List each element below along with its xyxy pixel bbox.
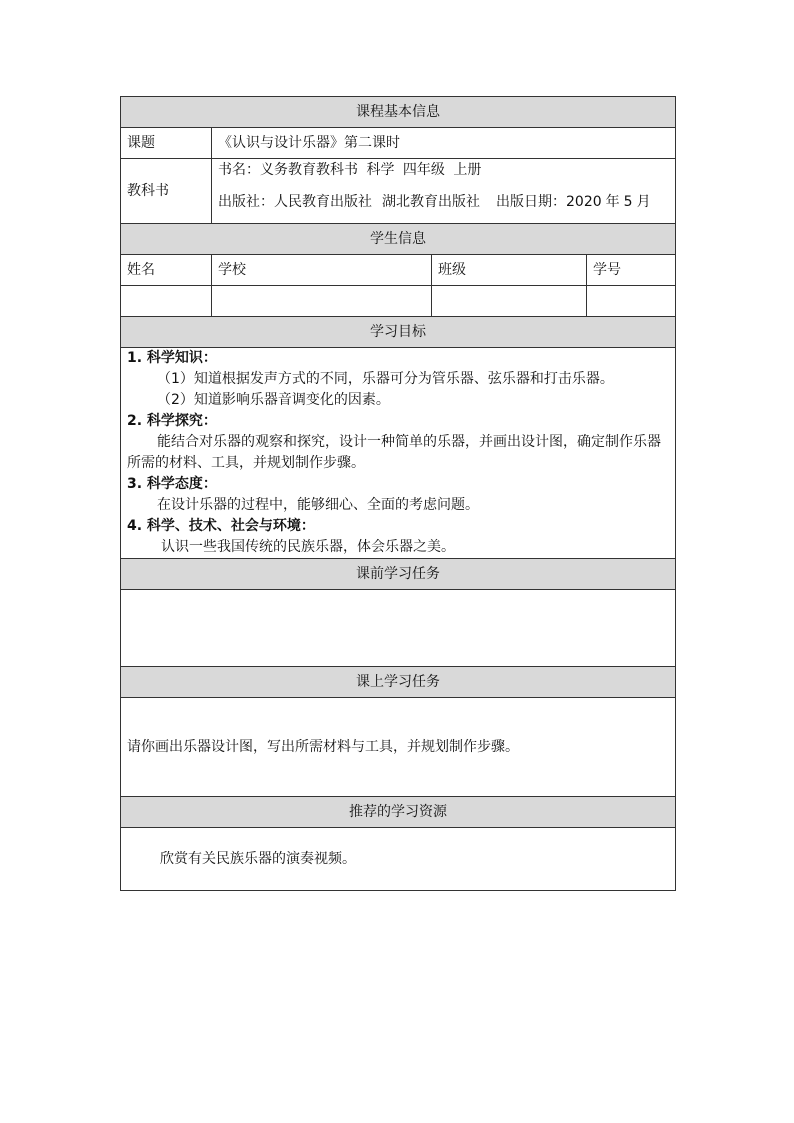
publish-year: 2020 [566, 194, 602, 210]
goal-3-title: 3. 科学态度： [127, 476, 217, 492]
publish-date-label: 出版日期： [496, 194, 566, 210]
lesson-info-table [120, 96, 676, 891]
section-pre-task: 课前学习任务 [121, 559, 676, 590]
goal-1-item-2: （2）知道影响乐器音调变化的因素。 [157, 392, 390, 408]
year-unit: 年 [605, 194, 620, 210]
goal-3-text: 在设计乐器的过程中，能够细心、全面的考虑问题。 [157, 497, 479, 513]
book-name-line [218, 159, 669, 191]
publisher-2: 湖北教育出版社 [382, 194, 480, 210]
book-volume: 上册 [453, 162, 482, 178]
publisher-line [218, 191, 669, 223]
publisher-label: 出版社： [218, 194, 274, 210]
resources-text: 欣赏有关民族乐器的演奏视频。 [160, 851, 356, 867]
section-basic-info: 课程基本信息 [121, 97, 676, 128]
goals-content [121, 348, 676, 559]
textbook-label: 教科书 [121, 159, 212, 224]
goal-4-text: 认识一些我国传统的民族乐器，体会乐器之美。 [161, 539, 455, 555]
resources-cell [121, 828, 676, 891]
student-school-label: 学校 [212, 255, 432, 286]
goal-4-title: 4. 科学、技术、社会与环境： [127, 518, 315, 534]
section-class-task: 课上学习任务 [121, 667, 676, 698]
book-name: 义务教育教科书 [260, 162, 358, 178]
student-id-field[interactable] [587, 286, 676, 317]
student-name-field[interactable] [121, 286, 212, 317]
student-school-field[interactable] [212, 286, 432, 317]
publisher-1: 人民教育出版社 [274, 194, 372, 210]
goal-2-text: 能结合对乐器的观察和探究，设计一种简单的乐器，并画出设计图，确定制作乐器所需的材料、工具，并规划制作步骤。 [127, 434, 661, 471]
publish-month: 5 [623, 194, 633, 210]
student-class-label: 班级 [432, 255, 587, 286]
student-id-label: 学号 [587, 255, 676, 286]
topic-value: 《认识与设计乐器》第二课时 [212, 128, 676, 159]
pre-task-area[interactable] [121, 590, 676, 667]
student-name-label: 姓名 [121, 255, 212, 286]
student-class-field[interactable] [432, 286, 587, 317]
book-name-label: 书名： [218, 162, 260, 178]
section-student-info: 学生信息 [121, 224, 676, 255]
section-goals: 学习目标 [121, 317, 676, 348]
goal-1-title: 1. 科学知识： [127, 350, 217, 366]
book-grade: 四年级 [402, 162, 445, 178]
topic-label: 课题 [121, 128, 212, 159]
month-unit: 月 [636, 194, 651, 210]
book-subject: 科学 [366, 162, 395, 178]
section-resources: 推荐的学习资源 [121, 797, 676, 828]
class-task-text: 请你画出乐器设计图，写出所需材料与工具，并规划制作步骤。 [121, 698, 676, 797]
goal-1-item-1: （1）知道根据发声方式的不同，乐器可分为管乐器、弦乐器和打击乐器。 [157, 371, 614, 387]
goal-2-title: 2. 科学探究： [127, 413, 217, 429]
textbook-details [212, 159, 676, 224]
